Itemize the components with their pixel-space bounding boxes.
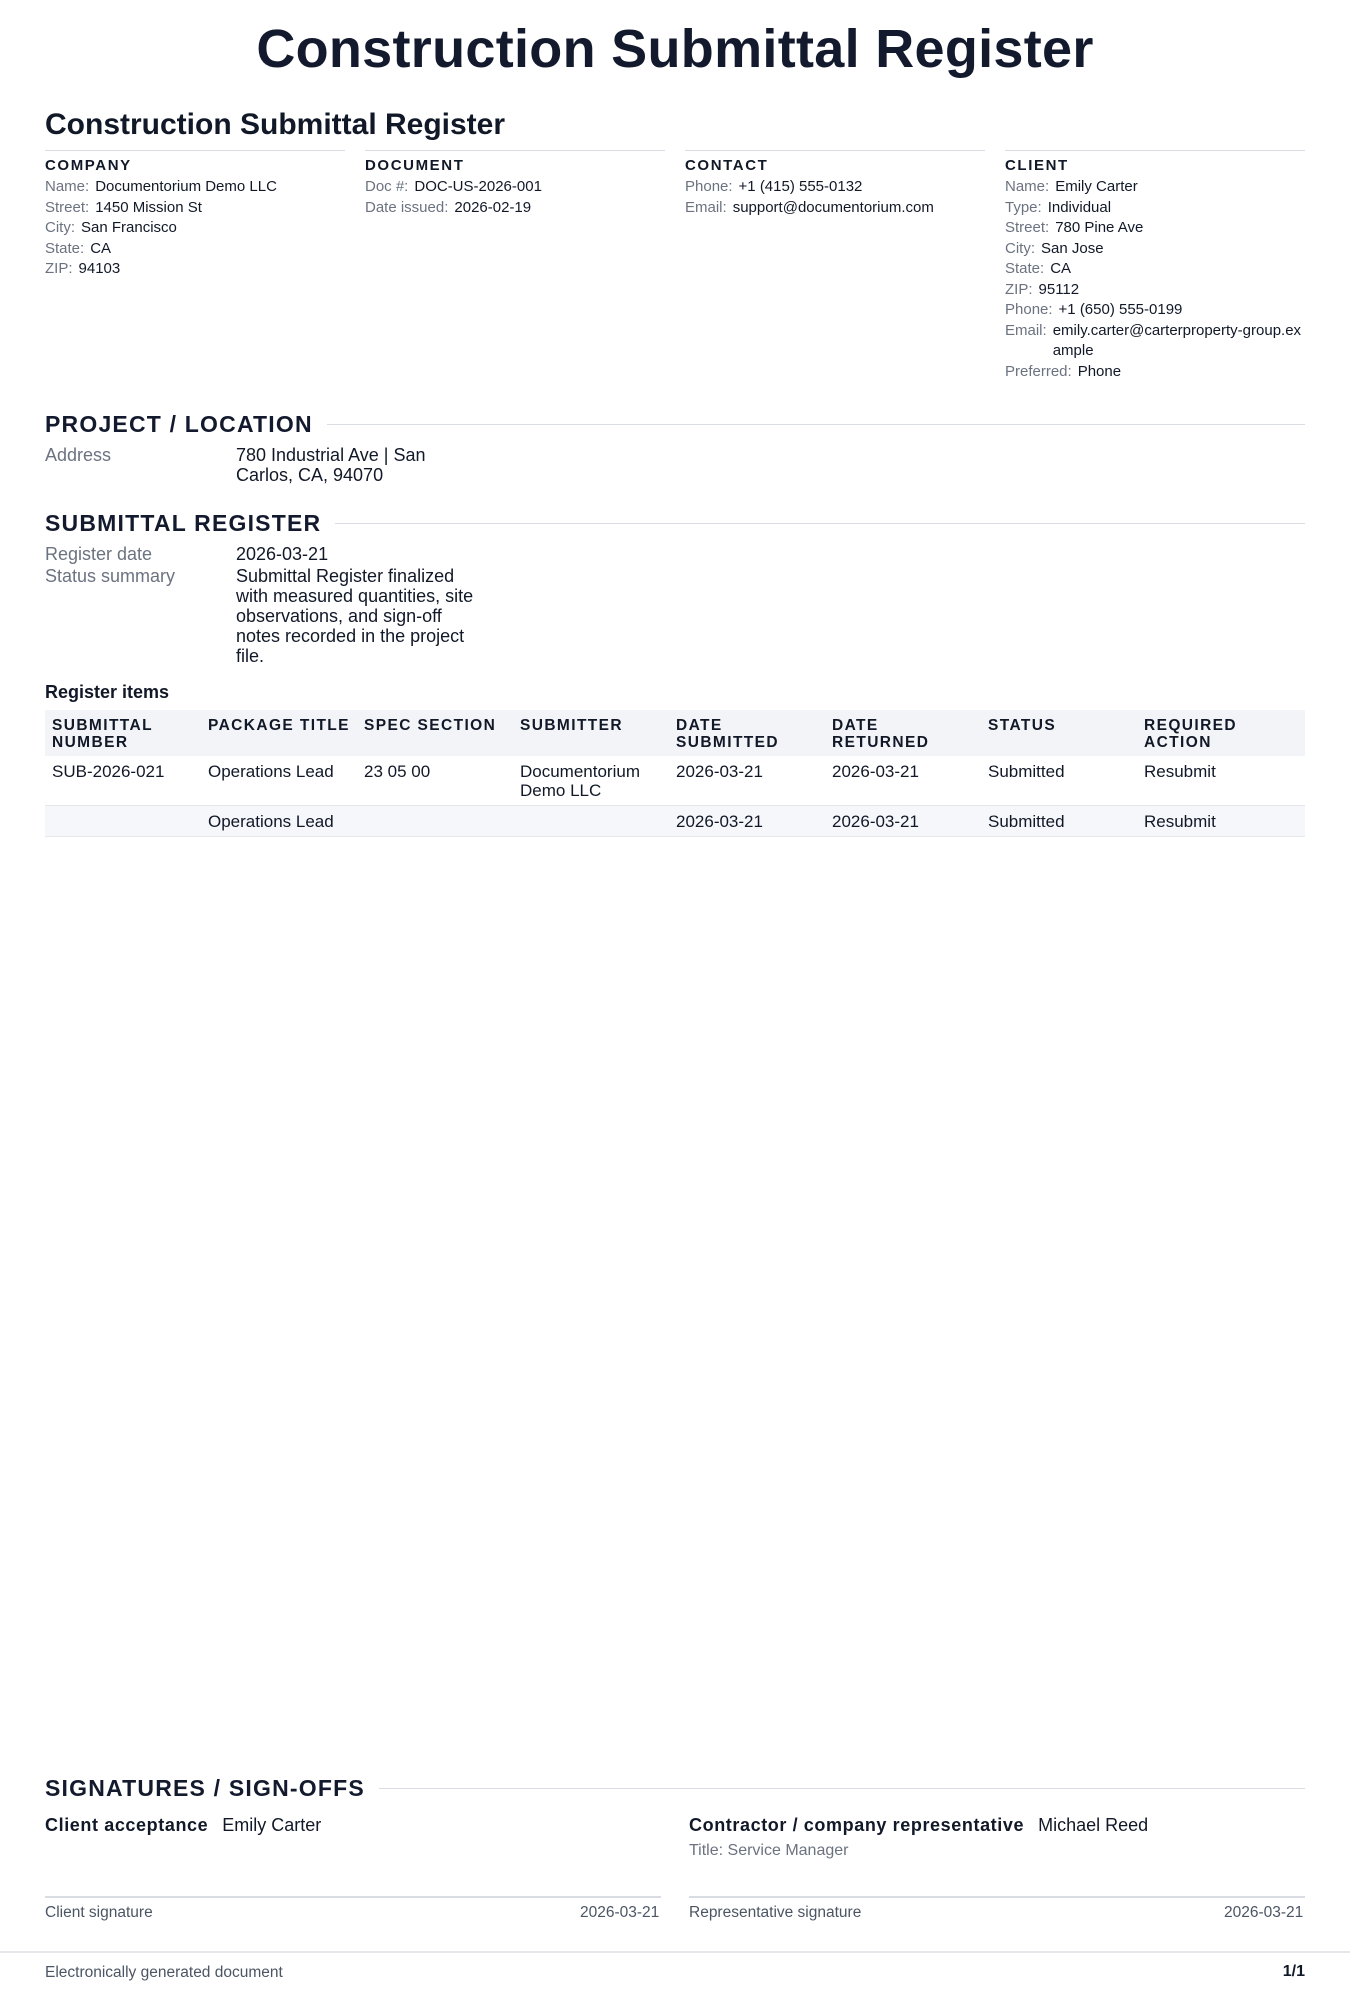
column-header: SUBMITTER bbox=[513, 710, 669, 756]
table-header-row bbox=[45, 710, 1305, 756]
register-date-row bbox=[45, 544, 481, 564]
contact-heading: CONTACT bbox=[685, 157, 769, 174]
info-row bbox=[1005, 321, 1305, 362]
status-summary-row bbox=[45, 566, 481, 666]
info-value: CA bbox=[1050, 260, 1072, 277]
table-cell bbox=[45, 806, 201, 837]
info-label: Doc #: bbox=[365, 178, 409, 195]
info-label: ZIP: bbox=[1005, 280, 1033, 298]
info-row bbox=[685, 177, 985, 198]
status-summary-label: Status summary bbox=[45, 566, 176, 586]
table-cell: Submitted bbox=[981, 806, 1137, 837]
table-cell: SUB-2026-021 bbox=[45, 756, 201, 806]
column-header: PACKAGE TITLE bbox=[201, 710, 357, 756]
footer-divider bbox=[0, 1951, 1350, 1953]
info-row bbox=[1005, 362, 1305, 383]
client-signer-name: Emily Carter bbox=[222, 1815, 322, 1835]
table-cell: Operations Lead bbox=[201, 806, 357, 837]
register-items-table bbox=[45, 710, 1305, 837]
client-role-label: Client acceptance bbox=[45, 1815, 209, 1835]
info-label: Name: bbox=[45, 178, 90, 195]
info-value: San Francisco bbox=[81, 219, 177, 236]
info-row bbox=[45, 239, 345, 260]
info-label: State: bbox=[1005, 260, 1045, 277]
document-block bbox=[365, 150, 665, 382]
table-row bbox=[45, 756, 1305, 806]
company-block bbox=[45, 150, 345, 382]
company-heading: COMPANY bbox=[45, 157, 132, 174]
status-summary-value: Submittal Register finalized with measured quantities, site observations, and sign-off notes recorded in the project file. bbox=[236, 566, 474, 666]
info-label: Phone: bbox=[685, 178, 733, 195]
info-value: 780 Pine Ave bbox=[1055, 219, 1144, 236]
info-row bbox=[1005, 239, 1305, 260]
column-header: STATUS bbox=[981, 710, 1137, 756]
info-label: State: bbox=[45, 239, 85, 257]
info-row bbox=[45, 198, 345, 219]
register-items-heading: Register items bbox=[45, 682, 170, 702]
table-cell: Resubmit bbox=[1137, 806, 1305, 837]
table-cell: 2026-03-21 bbox=[669, 806, 825, 837]
info-row bbox=[365, 177, 665, 198]
document-heading: DOCUMENT bbox=[365, 157, 465, 174]
info-row bbox=[685, 198, 985, 219]
info-value: 1450 Mission St bbox=[95, 198, 202, 216]
info-label: City: bbox=[1005, 239, 1035, 257]
project-address-row bbox=[45, 445, 481, 485]
info-value: +1 (415) 555-0132 bbox=[738, 178, 863, 195]
table-cell: 23 05 00 bbox=[357, 756, 513, 806]
info-value: Emily Carter bbox=[1055, 178, 1138, 195]
info-label: Email: bbox=[685, 198, 727, 216]
representative-signer-name: Michael Reed bbox=[1038, 1815, 1149, 1835]
representative-title: Title: Service Manager bbox=[689, 1842, 849, 1859]
table-cell: Resubmit bbox=[1137, 756, 1305, 806]
page-number: 1/1 bbox=[1282, 1963, 1305, 1980]
info-row bbox=[1005, 218, 1305, 239]
info-label: Name: bbox=[1005, 178, 1050, 195]
footer-note: Electronically generated document bbox=[45, 1964, 283, 1981]
contact-block bbox=[685, 150, 985, 382]
address-label: Address bbox=[45, 445, 112, 465]
info-label: ZIP: bbox=[45, 260, 73, 277]
client-signature-block bbox=[45, 1815, 321, 1836]
address-value: 780 Industrial Ave | San Carlos, CA, 94070 bbox=[236, 445, 426, 485]
signatures-heading-text: SIGNATURES / SIGN-OFFS bbox=[45, 1775, 365, 1801]
info-value: 95112 bbox=[1038, 280, 1080, 298]
representative-role-label: Contractor / company representative bbox=[689, 1815, 1025, 1835]
info-row bbox=[1005, 300, 1305, 321]
section-divider bbox=[335, 523, 1305, 525]
table-cell bbox=[357, 806, 513, 837]
table-cell: Operations Lead bbox=[201, 756, 357, 806]
column-header: REQUIRED ACTION bbox=[1137, 710, 1305, 756]
info-label: Email: bbox=[1005, 321, 1047, 339]
client-email-value: emily.carter@carterproperty-group.example bbox=[1052, 321, 1302, 359]
client-signature-line bbox=[45, 1896, 661, 1898]
info-row bbox=[1005, 177, 1305, 198]
info-label: Date issued: bbox=[365, 198, 449, 216]
client-block bbox=[1005, 150, 1305, 382]
main-title: Construction Submittal Register bbox=[256, 19, 1094, 79]
table-cell: 2026-03-21 bbox=[825, 756, 981, 806]
info-value: DOC-US-2026-001 bbox=[414, 178, 542, 195]
register-date-label: Register date bbox=[45, 544, 153, 564]
info-row bbox=[1005, 198, 1305, 219]
info-label: Street: bbox=[1005, 219, 1050, 236]
client-heading: CLIENT bbox=[1005, 157, 1069, 174]
table-cell: Submitted bbox=[981, 756, 1137, 806]
info-label: Preferred: bbox=[1005, 362, 1072, 380]
project-section-heading bbox=[45, 411, 1305, 438]
info-value: San Jose bbox=[1041, 239, 1104, 257]
client-signature-caption: Client signature bbox=[45, 1904, 153, 1921]
project-heading-text: PROJECT / LOCATION bbox=[45, 411, 313, 437]
section-divider bbox=[379, 1788, 1305, 1790]
signatures-section-heading bbox=[45, 1775, 1305, 1802]
info-label: City: bbox=[45, 219, 75, 236]
register-heading-text: SUBMITTAL REGISTER bbox=[45, 510, 322, 536]
register-section-heading bbox=[45, 510, 1305, 537]
column-header: SPEC SECTION bbox=[357, 710, 513, 756]
client-signature-date: 2026-03-21 bbox=[580, 1904, 660, 1921]
table-row bbox=[45, 806, 1305, 837]
section-divider bbox=[327, 424, 1305, 426]
info-value: Documentorium Demo LLC bbox=[95, 178, 277, 195]
info-value: Individual bbox=[1047, 198, 1112, 216]
document-title: Construction Submittal Register bbox=[45, 108, 506, 141]
representative-signature-date: 2026-03-21 bbox=[1224, 1904, 1304, 1921]
table-cell: Documentorium Demo LLC bbox=[513, 756, 669, 806]
info-value: 94103 bbox=[78, 260, 121, 277]
column-header: DATE RETURNED bbox=[825, 710, 981, 756]
info-grid bbox=[45, 150, 1305, 382]
info-label: Type: bbox=[1005, 198, 1042, 216]
representative-signature-caption: Representative signature bbox=[689, 1904, 862, 1921]
table-cell: 2026-03-21 bbox=[825, 806, 981, 837]
info-value: CA bbox=[90, 239, 112, 257]
info-value: Phone bbox=[1077, 362, 1122, 380]
info-label: Street: bbox=[45, 198, 90, 216]
info-value: +1 (650) 555-0199 bbox=[1058, 301, 1183, 318]
info-row bbox=[45, 218, 345, 239]
column-header: DATE SUBMITTED bbox=[669, 710, 825, 756]
table-cell bbox=[513, 806, 669, 837]
column-header: SUBMITTAL NUMBER bbox=[45, 710, 201, 756]
info-row bbox=[45, 259, 345, 280]
info-value: 2026-02-19 bbox=[454, 198, 532, 216]
representative-signature-block bbox=[689, 1815, 1148, 1836]
info-value: support@documentorium.com bbox=[732, 198, 934, 216]
info-row bbox=[365, 198, 665, 219]
info-row bbox=[1005, 280, 1305, 301]
representative-signature-line bbox=[689, 1896, 1305, 1898]
info-label: Phone: bbox=[1005, 301, 1053, 318]
register-date-value: 2026-03-21 bbox=[236, 544, 329, 564]
table-cell: 2026-03-21 bbox=[669, 756, 825, 806]
info-row bbox=[45, 177, 345, 198]
info-row bbox=[1005, 259, 1305, 280]
